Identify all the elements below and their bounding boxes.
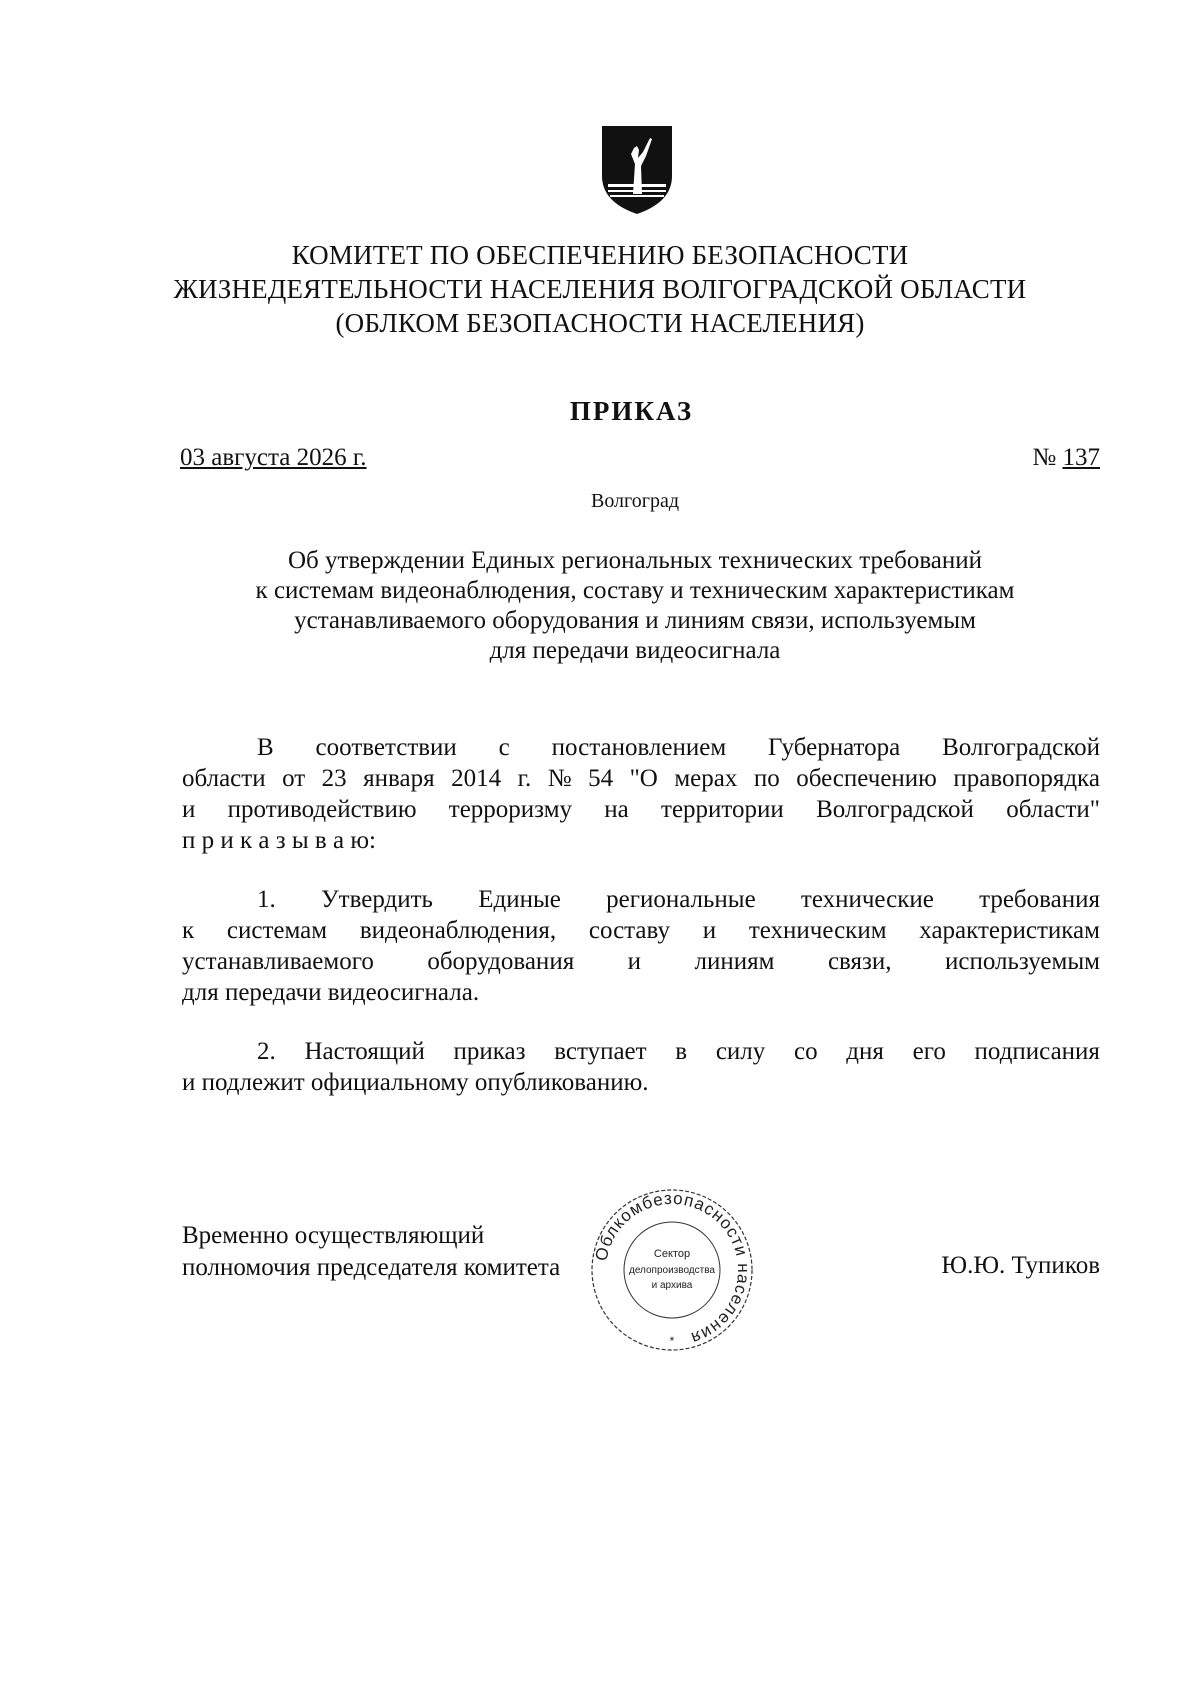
word: с (498, 734, 510, 761)
official-stamp (587, 1185, 757, 1355)
word: и (627, 948, 642, 975)
text-line (182, 915, 1100, 946)
word: соответствии (315, 734, 457, 761)
word: территории (661, 796, 784, 823)
word: 23 (321, 765, 347, 792)
word: оборудования (427, 948, 575, 975)
word: обеспечению (796, 765, 937, 792)
order-number-value: 137 (1062, 444, 1100, 471)
order-date-value: 03 августа 2026 г. (180, 444, 367, 471)
header-line: ЖИЗНЕДЕЯТЕЛЬНОСТИ НАСЕЛЕНИЯ ВОЛГОГРАДСКОЙ ОБЛАСТИ (173, 274, 1027, 304)
item-1-paragraph (182, 884, 1100, 1008)
word: января (363, 765, 435, 792)
word: и (182, 796, 196, 823)
preamble-paragraph (182, 732, 1100, 856)
word: на (604, 796, 629, 823)
word: № (547, 765, 572, 792)
word: технические (800, 886, 934, 913)
subject-line: для передачи видеосигнала (489, 637, 781, 664)
word: Волгоградской (942, 734, 1100, 761)
word: к (182, 917, 195, 944)
word: Волгоградской (816, 796, 974, 823)
word: Губернатора (768, 734, 901, 761)
text-line: п р и к а з ы в а ю: (182, 827, 376, 854)
text-line (182, 794, 1100, 825)
stamp-center-line: делопроизводства (628, 1265, 716, 1276)
organization-header (0, 238, 1200, 340)
text-line: и подлежит официальному опубликованию. (182, 1069, 649, 1096)
word: дня (846, 1038, 884, 1065)
word: связи, (827, 948, 892, 975)
word: системам (226, 917, 328, 944)
word: от (282, 765, 306, 792)
word: по (753, 765, 780, 792)
item-2-paragraph (182, 1036, 1100, 1098)
word: терроризму (448, 796, 573, 823)
text-line (182, 884, 1100, 915)
word: 2014 (451, 765, 502, 792)
word: вступает (554, 1038, 647, 1065)
subject-line: к системам видеонаблюдения, составу и техническим характеристикам (255, 577, 1015, 604)
word: г. (517, 765, 532, 792)
word: "О (629, 765, 658, 792)
stamp-center-line: Сектор (653, 1248, 691, 1260)
coat-of-arms-emblem (600, 124, 674, 216)
word: В (257, 734, 274, 761)
signatory-name: Ю.Ю. Тупиков (941, 1252, 1100, 1279)
word: со (793, 1038, 818, 1065)
word: мерах (674, 765, 738, 792)
position-line: полномочия председателя комитета (182, 1254, 561, 1281)
word: силу (715, 1038, 766, 1065)
word: используемым (944, 948, 1100, 975)
word: Настоящий (304, 1038, 425, 1065)
text-line (182, 946, 1100, 977)
stamp-star: * (669, 1334, 675, 1348)
word: его (912, 1038, 946, 1065)
word: требования (979, 886, 1100, 913)
header-line: (ОБЛКОМ БЕЗОПАСНОСТИ НАСЕЛЕНИЯ) (335, 308, 865, 338)
word: 54 (588, 765, 614, 792)
word: техническим (748, 917, 887, 944)
text-line (182, 732, 1100, 763)
word: постановлением (551, 734, 727, 761)
word: линиям (694, 948, 775, 975)
word: видеонаблюдения, (359, 917, 557, 944)
city: Волгоград (590, 490, 680, 512)
word: области" (1006, 796, 1100, 823)
order-subject (150, 546, 1120, 666)
position-line: Временно осуществляющий (182, 1222, 485, 1249)
word: правопорядка (953, 765, 1100, 792)
word: региональные (606, 886, 756, 913)
word: характеристикам (919, 917, 1100, 944)
word: области (182, 765, 266, 792)
header-line: КОМИТЕТ ПО ОБЕСПЕЧЕНИЮ БЕЗОПАСНОСТИ (291, 240, 909, 270)
number-prefix: № (1032, 444, 1057, 471)
word: противодействию (227, 796, 417, 823)
word: Утвердить (320, 886, 433, 913)
order-number (1032, 444, 1100, 472)
word: устанавливаемого (182, 948, 374, 975)
subject-line: устанавливаемого оборудования и линиям связи, используемым (294, 607, 976, 634)
word: подписания (974, 1038, 1100, 1065)
stamp-center-line: и архива (651, 1280, 693, 1291)
word: приказ (453, 1038, 526, 1065)
word: составу (588, 917, 670, 944)
word: Единые (478, 886, 561, 913)
word: 1. (257, 886, 276, 913)
document-type-title: ПРИКАЗ (569, 396, 694, 426)
text-line (182, 763, 1100, 794)
word: в (675, 1038, 688, 1065)
word: 2. (257, 1038, 276, 1065)
signatory-position (182, 1220, 560, 1284)
word: и (702, 917, 717, 944)
text-line (182, 1036, 1100, 1067)
subject-line: Об утверждении Единых региональных технических требований (287, 547, 983, 574)
stamp-ring-text: Облкомбезопасности населения (591, 1188, 754, 1349)
order-date (180, 444, 367, 472)
text-line: для передачи видеосигнала. (182, 979, 480, 1006)
